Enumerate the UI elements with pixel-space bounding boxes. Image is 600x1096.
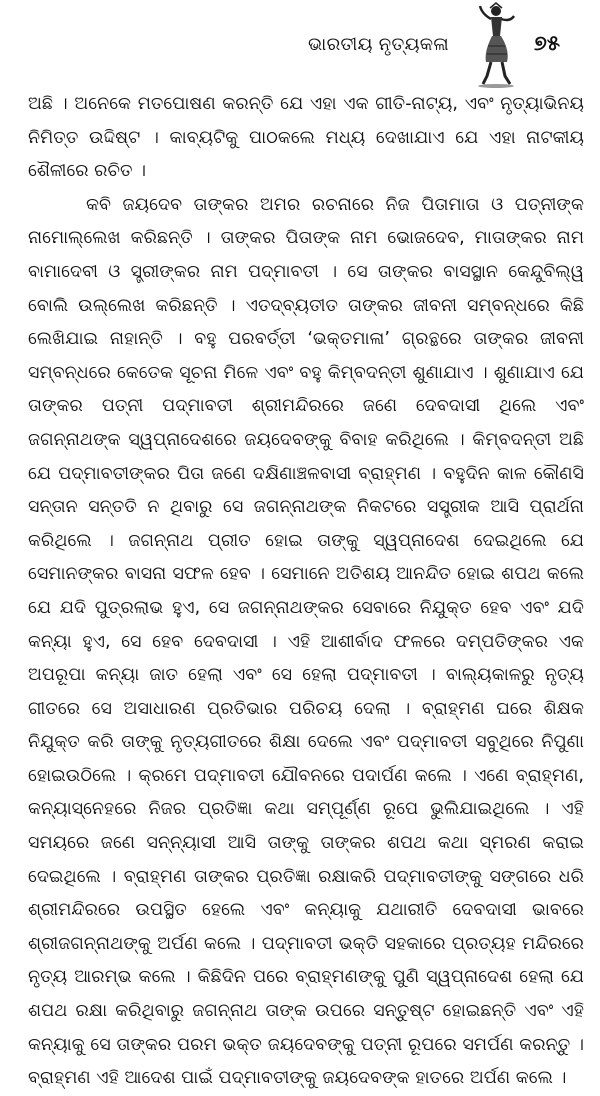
body-text bbox=[28, 88, 584, 1096]
paragraph: କବି ଜୟଦେବ ତାଙ୍କର ଅମର ରଚନାରେ ନିଜ ପିତାମାତା ଓ ପତ୍ନୀଙ୍କ ନାମୋଲ୍ଲେଖ କରିଛନ୍ତି । ତାଙ୍କର ପିତାଙ୍କ ନାମ ଭୋଜଦେବ, ମାତାଙ୍କର ନାମ ବାମାଦେବୀ ଓ ସ୍ତ୍ରୀଙ୍କର ନାମ ପଦ୍ମାବତୀ । ସେ ତାଙ୍କର ବାସସ୍ଥାନ କେନ୍ଦୁବିଲ୍ୱ ବୋଲି ଉଲ୍ଲେଖ କରିଛନ୍ତି । ଏତଦ୍‌ବ୍ୟତୀତ ତାଙ୍କର ଜୀବନୀ ସମ୍ବନ୍ଧରେ କିଛି ଲେଖିଯାଇ ନାହାନ୍ତି । ବହୁ ପରବର୍ତ୍ତୀ ‘ଭକ୍ତମାଳା’ ଗ୍ରନ୍ଥରେ ତାଙ୍କର ଜୀବନୀ ସମ୍ବନ୍ଧରେ କେତେକ ସୂଚନା ମିଳେ ଏବଂ ବହୁ କିମ୍ବଦନ୍ତୀ ଶୁଣାଯାଏ । ଶୁଣାଯାଏ ଯେ ତାଙ୍କର ପତ୍ନୀ ପଦ୍ମାବତୀ ଶ୍ରୀମନ୍ଦିରରେ ଜଣେ ଦେବଦାସୀ ଥିଲେ ଏବଂ ଜଗନ୍ନାଥଙ୍କ ସ୍ୱପ୍ନାଦେଶରେ ଜୟଦେବଙ୍କୁ ବିବାହ କରିଥିଲେ । କିମ୍ବଦନ୍ତୀ ଅଛି ଯେ ପଦ୍ମାବତୀଙ୍କର ପିତା ଜଣେ ଦକ୍ଷିଣାଞ୍ଚଳବାସୀ ବ୍ରାହ୍ମଣ । ବହୁଦିନ କାଳ କୌଣସି ସନ୍ତାନ ସନ୍ତତି ନ ଥିବାରୁ ସେ ଜଗନ୍ନାଥଙ୍କ ନିକଟରେ ସସ୍ତ୍ରୀକ ଆସି ପ୍ରାର୍ଥନା କରିଥିଲେ । ଜଗନ୍ନାଥ ପ୍ରୀତ ହୋଇ ତାଙ୍କୁ ସ୍ୱପ୍ନାଦେଶ ଦେଇଥିଲେ ଯେ ସେମାନଙ୍କର ବାସନା ସଫଳ ହେବ । ସେମାନେ ଅତିଶୟ ଆନନ୍ଦିତ ହୋଇ ଶପଥ କଲେ ଯେ ଯଦି ପୁତ୍ରଲାଭ ହୁଏ, ସେ ଜଗନ୍ନାଥଙ୍କର ସେବାରେ ନିଯୁକ୍ତ ହେବ ଏବଂ ଯଦି କନ୍ୟା ହୁଏ, ସେ ହେବ ଦେବଦାସୀ । ଏହି ଆଶୀର୍ବାଦ ଫଳରେ ଦମ୍ପତିଙ୍କର ଏକ ଅପରୂପା କନ୍ୟା ଜାତ ହେଲା ଏବଂ ସେ ହେଲା ପଦ୍ମାବତୀ । ବାଲ୍ୟକାଳରୁ ନୃତ୍ୟ ଗୀତରେ ସେ ଅସାଧାରଣ ପ୍ରତିଭାର ପରିଚୟ ଦେଲା । ବ୍ରାହ୍ମଣ ଘରେ ଶିକ୍ଷକ ନିଯୁକ୍ତ କରି ତାଙ୍କୁ ନୃତ୍ୟଗୀତରେ ଶିକ୍ଷା ଦେଲେ ଏବଂ ପଦ୍ମାବତୀ ସବୁଥିରେ ନିପୁଣା ହୋଇଉଠିଲେ । କ୍ରମେ ପଦ୍ମାବତୀ ଯୌବନରେ ପଦାର୍ପଣ କଲେ । ଏଣେ ବ୍ରାହ୍ମଣ, କନ୍ୟାସ୍ନେହରେ ନିଜର ପ୍ରତିଜ୍ଞା କଥା ସମ୍ପୂର୍ଣ୍ଣ ରୂପେ ଭୁଲିଯାଇଥିଲେ । ଏହି ସମୟରେ ଜଣେ ସନ୍ନ୍ୟାସୀ ଆସି ତାଙ୍କୁ ତାଙ୍କର ଶପଥ କଥା ସ୍ମରଣ କରାଇ ଦେଇଥିଲେ । ବ୍ରାହ୍ମଣ ତାଙ୍କର ପ୍ରତିଜ୍ଞା ରକ୍ଷାକରି ପଦ୍ମାବତୀଙ୍କୁ ସଙ୍ଗରେ ଧରି ଶ୍ରୀମନ୍ଦିରରେ ଉପସ୍ଥିତ ହେଲେ ଏବଂ କନ୍ୟାକୁ ଯଥାରୀତି ଦେବଦାସୀ ଭାବରେ ଶ୍ରୀଜଗନ୍ନାଥଙ୍କୁ ଅର୍ପଣ କଲେ । ପଦ୍ମାବତୀ ଭକ୍ତି ସହକାରେ ପ୍ରତ୍ୟହ ମନ୍ଦିରରେ ନୃତ୍ୟ ଆରମ୍ଭ କଲେ । କିଛିଦିନ ପରେ ବ୍ରାହ୍ମଣଙ୍କୁ ପୁଣି ସ୍ୱପ୍ନାଦେଶ ହେଲା ଯେ ଶପଥ ରକ୍ଷା କରିଥିବାରୁ ଜଗନ୍ନାଥ ତାଙ୍କ ଉପରେ ସନ୍ତୁଷ୍ଟ ହୋଇଛନ୍ତି ଏବଂ ଏହି କନ୍ୟାକୁ ସେ ତାଙ୍କର ପରମ ଭକ୍ତ ଜୟଦେବଙ୍କୁ ପତ୍ନୀ ରୂପରେ ସମର୍ପଣ କରନ୍ତୁ । ବ୍ରାହ୍ମଣ ଏହି ଆଦେଶ ପାଇଁ ପଦ୍ମାବତୀଙ୍କୁ ଜୟଦେବଙ୍କ ହାତରେ ଅର୍ପଣ କଲେ । bbox=[28, 194, 584, 1089]
page-number: ୭୫ bbox=[534, 31, 560, 55]
paragraph: ଅଛି । ଅନେକେ ମତପୋଷଣ କରନ୍ତି ଯେ ଏହା ଏକ ଗୀତି-ନାଟ୍ୟ, ଏବଂ ନୃତ୍ୟାଭିନୟ ନିମିତ୍ତ ଉଦ୍ଦିଷ୍ଟ । କାବ୍ୟଟିକୁ ପାଠକଲେ ମଧ୍ୟ ଦେଖାଯାଏ ଯେ ଏହା ନାଟକୀୟ ଶୈଳୀରେ ରଚିତ । bbox=[28, 94, 584, 182]
page-header bbox=[0, 0, 600, 92]
dancer-figure-icon bbox=[474, 2, 520, 88]
running-title: ଭାରତୀୟ ନୃତ୍ୟକଳା bbox=[308, 34, 449, 55]
